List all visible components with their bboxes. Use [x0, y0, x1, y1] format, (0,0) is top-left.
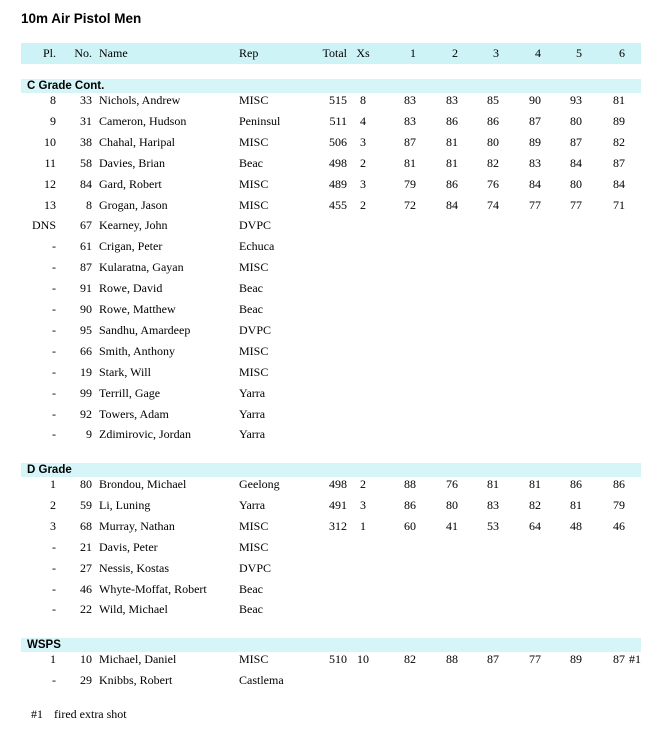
cell-xs: 2 — [360, 477, 366, 491]
cell-name: Li, Luning — [99, 497, 151, 512]
cell-name: Crigan, Peter — [99, 239, 163, 254]
table-row — [0, 153, 658, 173]
cell-rep: Yarra — [239, 427, 266, 442]
cell-number: 21 — [80, 539, 92, 554]
cell-name: Rowe, David — [99, 281, 163, 296]
cell-total: 510 — [329, 652, 347, 666]
cell-rep: DVPC — [239, 560, 272, 575]
cell-number: 91 — [80, 281, 92, 296]
cell-series-1: 81 — [404, 155, 416, 170]
page-title: 10m Air Pistol Men — [21, 11, 142, 26]
cell-number: 8 — [86, 197, 92, 212]
cell-series-1: 72 — [404, 197, 416, 212]
cell-name: Sandhu, Amardeep — [99, 322, 191, 337]
cell-place: - — [52, 427, 56, 442]
cell-place: - — [52, 260, 56, 275]
cell-series-3: 76 — [487, 176, 499, 191]
cell-place: - — [52, 322, 56, 337]
cell-name: Rowe, Matthew — [99, 302, 176, 316]
cell-series-6: 81 — [613, 93, 625, 107]
cell-number: 19 — [80, 364, 92, 379]
cell-series-3: 86 — [487, 113, 499, 128]
cell-number: 46 — [80, 581, 92, 596]
col-header-name: Name — [99, 46, 128, 60]
cell-place: - — [52, 302, 56, 316]
table-row — [0, 579, 658, 599]
table-row — [0, 215, 658, 235]
cell-rep: MISC — [239, 197, 269, 212]
cell-place: - — [52, 364, 56, 379]
cell-series-4: 87 — [529, 113, 541, 128]
table-row — [0, 341, 658, 361]
cell-total: 506 — [329, 134, 347, 149]
cell-name: Zdimirovic, Jordan — [99, 427, 191, 442]
cell-name: Michael, Daniel — [99, 652, 177, 666]
cell-xs: 8 — [360, 93, 366, 107]
cell-rep: Yarra — [239, 406, 266, 421]
cell-name: Towers, Adam — [99, 406, 169, 421]
cell-place: 1 — [50, 477, 56, 491]
cell-series-4: 77 — [529, 197, 541, 212]
cell-number: 84 — [80, 176, 92, 191]
col-header-series-5: 5 — [576, 46, 582, 60]
table-row — [0, 195, 658, 215]
table-row — [0, 558, 658, 578]
cell-series-3: 85 — [487, 93, 499, 107]
cell-number: 9 — [86, 427, 92, 442]
cell-rep: MISC — [239, 652, 269, 666]
cell-series-6: 46 — [613, 518, 625, 533]
cell-rep: Beac — [239, 581, 263, 596]
table-row — [0, 670, 658, 690]
cell-series-5: 89 — [570, 652, 582, 666]
cell-place: - — [52, 343, 56, 358]
cell-name: Cameron, Hudson — [99, 113, 187, 128]
cell-place: 8 — [50, 93, 56, 107]
cell-place: 2 — [50, 497, 56, 512]
cell-series-1: 82 — [404, 652, 416, 666]
cell-place: 3 — [50, 518, 56, 533]
cell-rep: MISC — [239, 134, 269, 149]
table-row — [0, 111, 658, 131]
cell-rep: Castlema — [239, 672, 284, 687]
table-row — [0, 599, 658, 619]
cell-name: Wild, Michael — [99, 602, 168, 617]
col-header-total: Total — [322, 46, 347, 60]
cell-total: 491 — [329, 497, 347, 512]
table-row — [0, 383, 658, 403]
cell-series-2: 84 — [446, 197, 458, 212]
cell-xs: 2 — [360, 155, 366, 170]
cell-xs: 3 — [360, 176, 366, 191]
cell-number: 59 — [80, 497, 92, 512]
cell-name: Nichols, Andrew — [99, 93, 181, 107]
cell-rep: MISC — [239, 364, 269, 379]
table-row — [0, 516, 658, 536]
cell-series-6: 89 — [613, 113, 625, 128]
cell-series-3: 74 — [487, 197, 499, 212]
cell-place: DNS — [31, 218, 56, 233]
cell-rep: Geelong — [239, 477, 280, 491]
cell-total: 312 — [329, 518, 347, 533]
cell-series-2: 76 — [446, 477, 458, 491]
cell-series-2: 81 — [446, 155, 458, 170]
table-row — [0, 236, 658, 256]
cell-place: - — [52, 385, 56, 400]
footnote-text: fired extra shot — [54, 707, 127, 721]
col-header-series-3: 3 — [493, 46, 499, 60]
cell-rep: MISC — [239, 343, 269, 358]
col-header-rep: Rep — [239, 46, 259, 60]
cell-series-4: 64 — [529, 518, 541, 533]
cell-series-3: 80 — [487, 134, 499, 149]
cell-series-5: 80 — [570, 113, 582, 128]
table-row — [0, 649, 658, 669]
cell-number: 92 — [80, 406, 92, 421]
cell-series-2: 41 — [446, 518, 458, 533]
cell-rep: MISC — [239, 260, 269, 275]
cell-series-6: 82 — [613, 134, 625, 149]
cell-series-3: 87 — [487, 652, 499, 666]
cell-name: Chahal, Haripal — [99, 134, 175, 149]
cell-number: 31 — [80, 113, 92, 128]
cell-series-2: 86 — [446, 176, 458, 191]
cell-rep: MISC — [239, 539, 269, 554]
col-header-series-2: 2 — [452, 46, 458, 60]
cell-rep: MISC — [239, 93, 269, 107]
cell-series-5: 81 — [570, 497, 582, 512]
cell-rep: DVPC — [239, 218, 272, 233]
cell-number: 67 — [80, 218, 92, 233]
cell-series-3: 81 — [487, 477, 499, 491]
cell-name: Knibbs, Robert — [99, 672, 173, 687]
cell-series-6: 71 — [613, 197, 625, 212]
cell-rep: MISC — [239, 518, 269, 533]
col-header-series-1: 1 — [410, 46, 416, 60]
cell-series-1: 79 — [404, 176, 416, 191]
col-header-series-6: 6 — [619, 46, 625, 60]
cell-xs: 1 — [360, 518, 366, 533]
cell-name: Terrill, Gage — [99, 385, 161, 400]
cell-series-6: 79 — [613, 497, 625, 512]
cell-name: Murray, Nathan — [99, 518, 175, 533]
cell-total: 498 — [329, 155, 347, 170]
section-label: WSPS — [27, 639, 61, 651]
table-row — [0, 320, 658, 340]
table-row — [0, 299, 658, 319]
cell-place: 13 — [44, 197, 56, 212]
cell-series-1: 60 — [404, 518, 416, 533]
cell-place: 10 — [44, 134, 56, 149]
cell-series-1: 88 — [404, 477, 416, 491]
table-row — [0, 362, 658, 382]
cell-place: 11 — [44, 155, 56, 170]
cell-rep: Yarra — [239, 385, 266, 400]
section-label: C Grade Cont. — [27, 80, 105, 92]
cell-rep: Beac — [239, 155, 263, 170]
cell-name: Kearney, John — [99, 218, 168, 233]
cell-total: 455 — [329, 197, 347, 212]
cell-series-2: 86 — [446, 113, 458, 128]
cell-place: - — [52, 406, 56, 421]
cell-number: 10 — [80, 652, 92, 666]
cell-series-5: 84 — [570, 155, 582, 170]
cell-xs: 3 — [360, 497, 366, 512]
cell-xs: 4 — [360, 113, 366, 128]
cell-series-4: 77 — [529, 652, 541, 666]
cell-rep: Peninsul — [239, 113, 281, 128]
cell-place: - — [52, 281, 56, 296]
col-header-series-4: 4 — [535, 46, 541, 60]
cell-series-2: 80 — [446, 497, 458, 512]
cell-note-marker: #1 — [629, 652, 641, 666]
cell-name: Stark, Will — [99, 364, 151, 379]
cell-number: 80 — [80, 477, 92, 491]
cell-number: 22 — [80, 602, 92, 617]
cell-series-5: 87 — [570, 134, 582, 149]
col-header-xs: Xs — [356, 46, 370, 60]
cell-series-4: 82 — [529, 497, 541, 512]
cell-number: 38 — [80, 134, 92, 149]
cell-name: Whyte-Moffat, Robert — [99, 581, 207, 596]
cell-xs: 3 — [360, 134, 366, 149]
cell-name: Kularatna, Gayan — [99, 260, 184, 275]
cell-rep: Echuca — [239, 239, 275, 254]
cell-series-5: 48 — [570, 518, 582, 533]
cell-total: 515 — [329, 93, 347, 107]
cell-number: 33 — [80, 93, 92, 107]
cell-series-1: 87 — [404, 134, 416, 149]
cell-xs: 2 — [360, 197, 366, 212]
cell-number: 29 — [80, 672, 92, 687]
cell-place: - — [52, 581, 56, 596]
cell-place: - — [52, 560, 56, 575]
table-row — [0, 132, 658, 152]
cell-total: 498 — [329, 477, 347, 491]
cell-number: 95 — [80, 322, 92, 337]
cell-series-3: 53 — [487, 518, 499, 533]
cell-series-5: 77 — [570, 197, 582, 212]
cell-place: - — [52, 239, 56, 254]
cell-series-2: 81 — [446, 134, 458, 149]
cell-number: 66 — [80, 343, 92, 358]
cell-series-6: 86 — [613, 477, 625, 491]
cell-series-4: 84 — [529, 176, 541, 191]
cell-name: Gard, Robert — [99, 176, 162, 191]
cell-series-3: 83 — [487, 497, 499, 512]
cell-series-5: 93 — [570, 93, 582, 107]
cell-series-6: 87 — [613, 652, 625, 666]
col-header-number: No. — [74, 46, 92, 60]
table-row — [0, 537, 658, 557]
table-row — [0, 174, 658, 194]
cell-place: 12 — [44, 176, 56, 191]
cell-series-4: 89 — [529, 134, 541, 149]
cell-series-1: 83 — [404, 113, 416, 128]
table-row — [0, 404, 658, 424]
table-row — [0, 257, 658, 277]
cell-number: 87 — [80, 260, 92, 275]
cell-rep: Beac — [239, 602, 263, 617]
table-row — [0, 474, 658, 494]
cell-name: Davies, Brian — [99, 155, 165, 170]
cell-rep: Yarra — [239, 497, 266, 512]
cell-series-6: 87 — [613, 155, 625, 170]
cell-place: 1 — [50, 652, 56, 666]
table-row — [0, 424, 658, 444]
cell-number: 99 — [80, 385, 92, 400]
table-row — [0, 278, 658, 298]
cell-name: Brondou, Michael — [99, 477, 187, 491]
cell-rep: Beac — [239, 281, 263, 296]
cell-series-1: 86 — [404, 497, 416, 512]
cell-rep: DVPC — [239, 322, 272, 337]
cell-name: Nessis, Kostas — [99, 560, 170, 575]
cell-name: Smith, Anthony — [99, 343, 176, 358]
section-label: D Grade — [27, 464, 72, 476]
cell-place: 9 — [50, 113, 56, 128]
cell-total: 489 — [329, 176, 347, 191]
cell-series-4: 83 — [529, 155, 541, 170]
cell-series-5: 86 — [570, 477, 582, 491]
cell-series-2: 83 — [446, 93, 458, 107]
cell-series-6: 84 — [613, 176, 625, 191]
cell-series-2: 88 — [446, 652, 458, 666]
cell-series-4: 81 — [529, 477, 541, 491]
table-row — [0, 495, 658, 515]
cell-rep: Beac — [239, 302, 263, 316]
cell-xs: 10 — [357, 652, 369, 666]
col-header-place: Pl. — [42, 46, 56, 60]
cell-rep: MISC — [239, 176, 269, 191]
cell-number: 58 — [80, 155, 92, 170]
cell-place: - — [52, 672, 56, 687]
cell-series-1: 83 — [404, 93, 416, 107]
cell-name: Davis, Peter — [99, 539, 158, 554]
cell-name: Grogan, Jason — [99, 197, 168, 212]
footnote-key: #1 — [31, 707, 43, 721]
cell-number: 61 — [80, 239, 92, 254]
cell-series-5: 80 — [570, 176, 582, 191]
cell-number: 90 — [80, 302, 92, 316]
cell-series-4: 90 — [529, 93, 541, 107]
cell-place: - — [52, 539, 56, 554]
cell-number: 27 — [80, 560, 92, 575]
cell-place: - — [52, 602, 56, 617]
cell-series-3: 82 — [487, 155, 499, 170]
cell-number: 68 — [80, 518, 92, 533]
table-header — [0, 43, 658, 64]
cell-total: 511 — [329, 113, 347, 128]
table-row — [0, 90, 658, 110]
